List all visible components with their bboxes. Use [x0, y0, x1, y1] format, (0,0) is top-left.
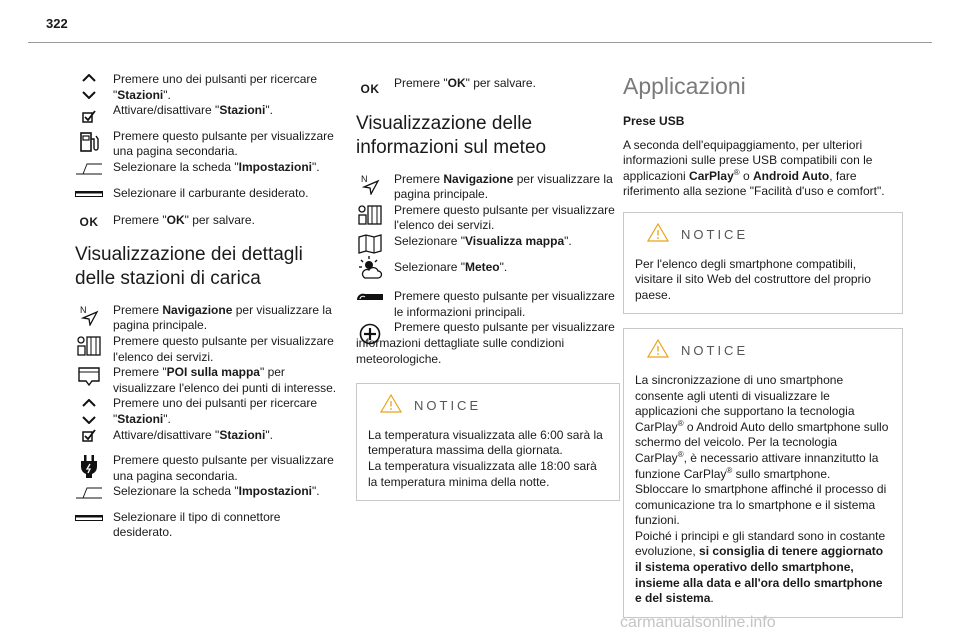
watermark: carmanualsonline.info	[620, 614, 776, 631]
plus-circle-icon	[356, 323, 384, 345]
step-toggle-stations: Attivare/disattivare "Stazioni".	[75, 428, 337, 444]
navigation-arrow-icon	[356, 173, 384, 195]
svg-text:N: N	[80, 304, 87, 315]
section-heading-weather: Visualizzazione delle informazioni sul meteo	[356, 112, 547, 158]
step-search-stations: Premere uno dei pulsanti per ricercare "Stazioni". Attivare/disattivare "Stazioni".	[75, 72, 337, 119]
section-heading-charging-stations: Visualizzazione dei dettagli delle stazioni di carica	[75, 243, 303, 289]
step-select-fuel: Selezionare il carburante desiderato.	[75, 186, 337, 202]
selection-bar-icon	[75, 515, 103, 521]
step-main-info: Premere questo pulsante per visualizzare le informazioni principali.	[356, 289, 620, 320]
notice-temperature: NOTICE La temperatura visualizzata alle 6:00 sarà la temperatura massima della giornata. La temperatura visualizzata alle 18:00 sarà la temperatura minima della notte.	[356, 383, 620, 501]
step-services-list: Premere questo pulsante per visualizzare l'elenco dei servizi.	[356, 203, 620, 234]
warning-triangle-icon	[647, 223, 669, 247]
header-divider	[28, 42, 932, 43]
ok-icon: OK	[360, 82, 380, 96]
ok-icon: OK	[79, 215, 99, 230]
charging-plug-icon	[75, 455, 103, 479]
column-middle	[356, 76, 620, 515]
warning-triangle-icon	[380, 394, 402, 418]
step-navigation: N Premere Navigazione per visualizzare la pagina principale.	[356, 172, 620, 203]
arrow-up-down-icon	[75, 399, 103, 424]
step-navigation: N Premere Navigazione per visualizzare la pagina principale.	[75, 303, 337, 334]
usb-paragraph: A seconda dell'equipaggiamento, per ulteriori informazioni sulle prese USB compatibili con le applicazioni CarPlay® o Android Auto, fare riferimento alla sezione "Facilità d'uso e comfort".	[623, 137, 885, 199]
settings-tab-icon	[75, 487, 103, 499]
section-title-applications: Applicazioni	[623, 73, 746, 99]
notice-smartphone-sync: NOTICE La sincronizzazione di uno smartphone consente agli utenti di visualizzare le applicazioni che supportano la tecnologia CarPlay® o Android Auto dello smartphone sullo schermo del veicolo. Per la tecnologia CarPlay®, è necessario attivare innanzitutto la funzione CarPlay® sullo smartphone. Sbloccare lo smartphone affinché il processo di comunicazione tra lo smartphone e il sistema funzioni. Poiché i principi e gli standard sono in costante evoluzione, si consiglia di tenere aggiornato il sistema operativo dello smartphone, insieme alla data e all'ora dello smartphone e del sistema.	[623, 328, 903, 618]
info-bar-icon	[356, 291, 384, 301]
notice-label: NOTICE	[414, 398, 482, 414]
navigation-arrow-icon	[75, 304, 103, 326]
step-detailed-info: Premere questo pulsante per visualizzare informazioni dettagliate sulle condizioni meteorologiche.	[356, 320, 615, 366]
subheading-usb: Prese USB	[623, 114, 685, 128]
step-fuel-settings: Premere questo pulsante per visualizzare una pagina secondaria. Selezionare la scheda "Impostazioni".	[75, 129, 337, 176]
step-poi-map: Premere "POI sulla mappa" per visualizzare l'elenco dei punti di interesse.	[75, 365, 337, 396]
step-weather: Selezionare "Meteo".	[356, 260, 620, 276]
column-right	[623, 72, 903, 632]
weather-icon	[356, 256, 384, 280]
step-save-ok: OK Premere "OK" per salvare.	[356, 76, 620, 92]
notice-label: NOTICE	[681, 226, 749, 242]
services-icon	[356, 204, 384, 226]
step-charging-settings: Premere questo pulsante per visualizzare una pagina secondaria. Selezionare la scheda "Impostazioni".	[75, 453, 337, 500]
checkbox-icon	[75, 429, 103, 442]
svg-text:N: N	[361, 173, 368, 184]
poi-map-icon	[75, 367, 103, 387]
step-services-list: Premere questo pulsante per visualizzare l'elenco dei servizi.	[75, 334, 337, 365]
step-search-stations-2: Premere uno dei pulsanti per ricercare "Stazioni".	[75, 396, 337, 427]
notice-label: NOTICE	[681, 343, 749, 359]
step-save-ok: OK Premere "OK" per salvare.	[75, 213, 337, 229]
page-number: 322	[46, 16, 68, 31]
column-left	[75, 72, 337, 551]
checkbox-icon	[75, 110, 103, 123]
services-icon	[75, 335, 103, 357]
map-icon	[356, 234, 384, 254]
step-view-map: Selezionare "Visualizza mappa".	[356, 234, 620, 250]
warning-triangle-icon	[647, 339, 669, 363]
selection-bar-icon	[75, 191, 103, 197]
step-select-connector: Selezionare il tipo di connettore desiderato.	[75, 510, 337, 541]
notice-compatible-smartphones: NOTICE Per l'elenco degli smartphone compatibili, visitare il sito Web del costruttore del proprio paese.	[623, 212, 903, 314]
settings-tab-icon	[75, 163, 103, 175]
arrow-up-down-icon	[75, 74, 103, 99]
fuel-pump-icon	[75, 131, 103, 153]
